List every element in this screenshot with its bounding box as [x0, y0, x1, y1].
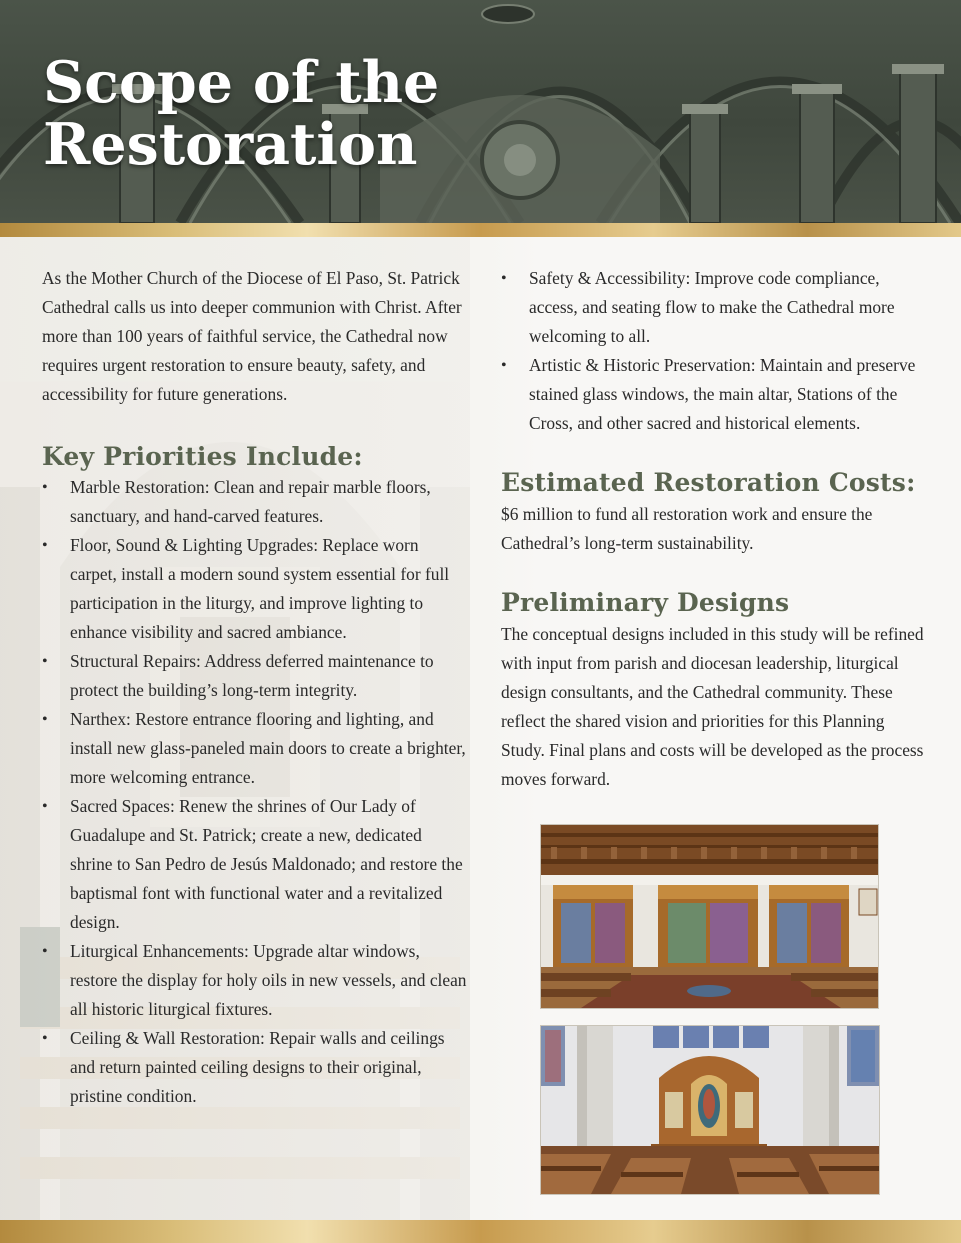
costs-heading: Estimated Restoration Costs:	[501, 468, 916, 497]
left-column	[42, 264, 467, 1111]
intro-paragraph: As the Mother Church of the Diocese of El Paso, St. Patrick Cathedral calls us into deeper communion with Christ. After more than 100 years of faithful service, the Cathedral now requires urgent restoration to ensure beauty, safety, and accessibility for future generations.	[42, 268, 462, 404]
title-line-1: Scope of the	[43, 49, 440, 116]
list-item: • Floor, Sound & Lighting Upgrades: Replace worn carpet, install a modern sound system essential for full participation in the liturgy, and improve lighting to enhance visibility and sacred ambiance.	[42, 531, 467, 647]
list-item: • Artistic & Historic Preservation: Maintain and preserve stained glass windows, the main altar, Stations of the Cross, and other sacred and historical elements.	[501, 351, 926, 438]
header-banner	[0, 0, 961, 223]
list-item: • Sacred Spaces: Renew the shrines of Our Lady of Guadalupe and St. Patrick; create a new, dedicated shrine to San Pedro de Jesús Maldonado; and restore the baptismal font with functional water and a revitalized design.	[42, 792, 467, 937]
narthex-doors-rendering	[540, 824, 879, 1009]
list-item: • Marble Restoration: Clean and repair marble floors, sanctuary, and hand-carved features.	[42, 473, 467, 531]
list-item: • Safety & Accessibility: Improve code compliance, access, and seating flow to make the Cathedral more welcoming to all.	[501, 264, 926, 351]
list-item: • Structural Repairs: Address deferred maintenance to protect the building’s long-term integrity.	[42, 647, 467, 705]
costs-paragraph: $6 million to fund all restoration work and ensure the Cathedral’s long-term sustainability.	[501, 504, 873, 553]
priorities-list-continued	[501, 264, 926, 438]
designs-paragraph: The conceptual designs included in this study will be refined with input from parish and diocesan leadership, liturgical design consultants, and the Cathedral community. These reflect the shared vision and priorities for this Planning Study. Final plans and costs will be developed as the process moves forward.	[501, 624, 924, 789]
priorities-heading: Key Priorities Include:	[42, 442, 363, 471]
designs-heading: Preliminary Designs	[501, 588, 790, 617]
right-column	[501, 264, 926, 794]
gold-divider-bottom	[0, 1220, 961, 1243]
priorities-list	[42, 473, 467, 1111]
guadalupe-shrine-rendering	[540, 1025, 880, 1195]
page-title	[43, 49, 440, 178]
gold-divider-top	[0, 223, 961, 237]
list-item: • Liturgical Enhancements: Upgrade altar windows, restore the display for holy oils in new vessels, and clean all historic liturgical fixtures.	[42, 937, 467, 1024]
list-item: • Ceiling & Wall Restoration: Repair walls and ceilings and return painted ceiling designs to their original, pristine condition.	[42, 1024, 467, 1111]
title-line-2: Restoration	[43, 111, 418, 178]
list-item: • Narthex: Restore entrance flooring and lighting, and install new glass-paneled main doors to create a brighter, more welcoming entrance.	[42, 705, 467, 792]
